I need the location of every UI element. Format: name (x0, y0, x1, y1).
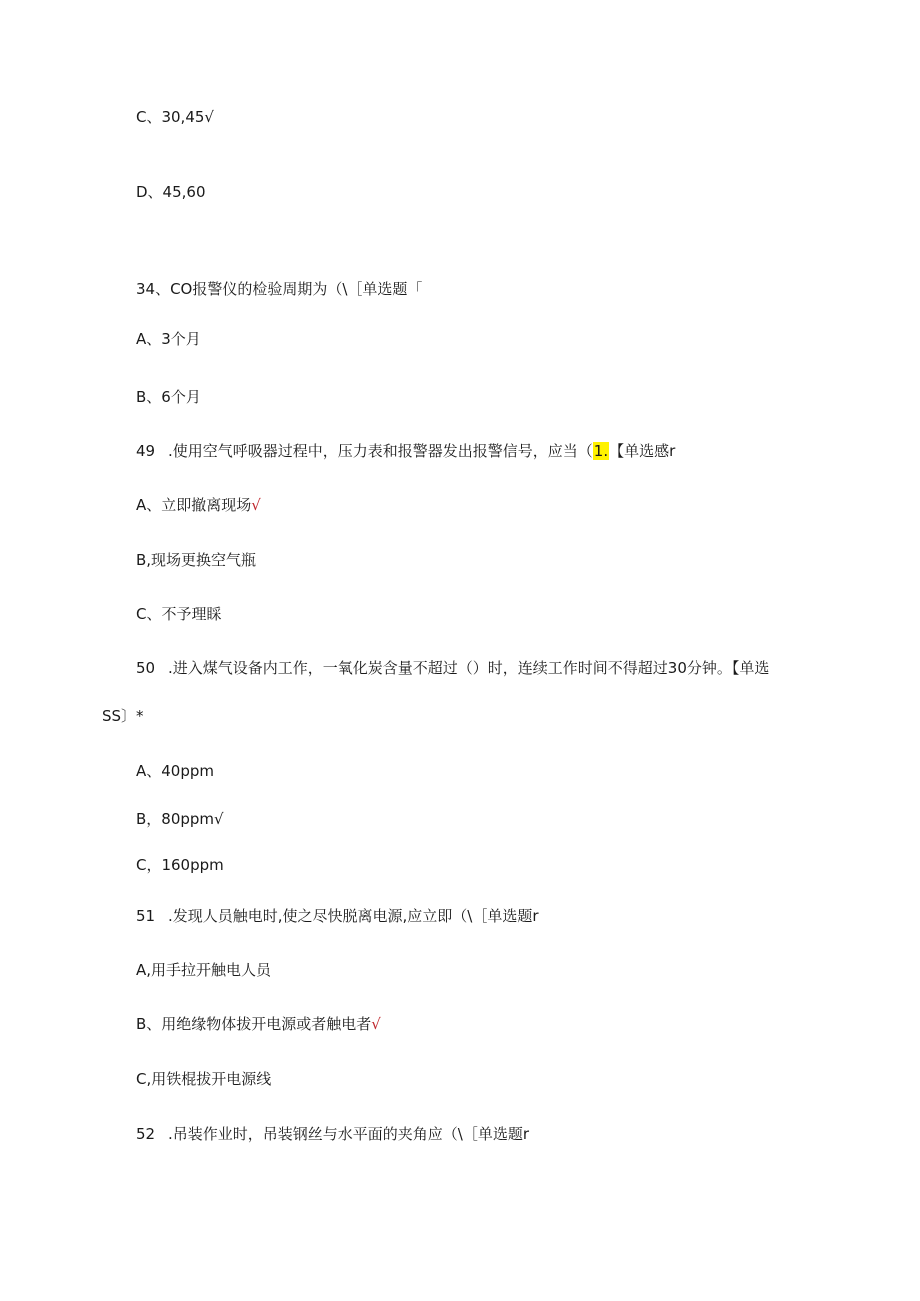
question-50 (136, 658, 769, 678)
question-text: .进入煤气设备内工作，一氧化炭含量不超过（）时，连续工作时间不得超过30分钟。【单选 (168, 659, 770, 677)
option-d-q33: D、45,60 (136, 183, 206, 201)
check-mark-icon: √ (251, 496, 261, 514)
question-50-continuation: SS〕* (102, 707, 144, 725)
option-a-q50: A、40ppm (136, 762, 215, 780)
option-c-q33: C、30,45√ (136, 108, 214, 126)
option-b-q49: B,现场更换空气瓶 (136, 551, 257, 569)
question-52 (136, 1124, 529, 1144)
option-c-q49: C、不予理睬 (136, 605, 222, 623)
option-b-q51 (136, 1014, 381, 1034)
option-b-q50: B，80ppm√ (136, 810, 224, 828)
question-34: 34、CO报警仪的检验周期为（\［单选题「 (136, 280, 423, 298)
option-c-q51: C,用铁棍拔开电源线 (136, 1070, 272, 1088)
highlighted-answer: 1. (593, 442, 609, 460)
question-text: .发现人员触电时,使之尽快脱离电源,应立即（\［单选题r (168, 907, 539, 925)
question-number: 50 (136, 659, 156, 677)
option-b-q34: B、6个月 (136, 388, 201, 406)
option-text: A、立即撤离现场 (136, 496, 252, 514)
option-a-q49 (136, 495, 261, 515)
question-type-label: 【单选感r (609, 442, 676, 460)
option-text: B、用绝缘物体拔开电源或者触电者 (136, 1015, 372, 1033)
option-a-q51: A,用手拉开触电人员 (136, 961, 272, 979)
option-c-q50: C，160ppm (136, 856, 224, 874)
question-number: 51 (136, 907, 156, 925)
question-49 (136, 441, 675, 461)
check-mark-icon: √ (371, 1015, 381, 1033)
question-number: 49 (136, 442, 156, 460)
question-text: .吊装作业时，吊装钢丝与水平面的夹角应（\［单选题r (168, 1125, 529, 1143)
option-a-q34: A、3个月 (136, 330, 201, 348)
question-51 (136, 906, 539, 926)
question-text: .使用空气呼吸器过程中，压力表和报警器发出报警信号，应当（ (168, 442, 593, 460)
question-number: 52 (136, 1125, 156, 1143)
